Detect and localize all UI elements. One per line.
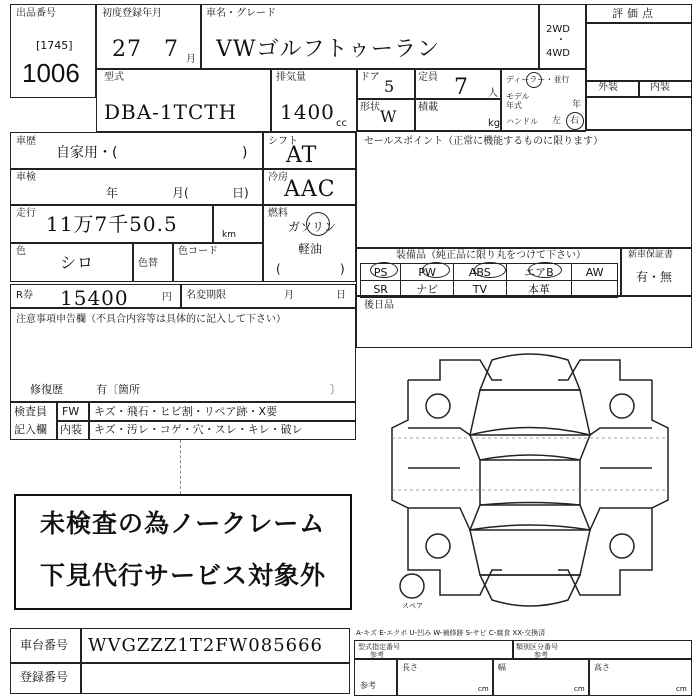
fuel-circle bbox=[306, 212, 330, 236]
dealer-circle bbox=[526, 72, 542, 88]
spare-label: スペア bbox=[402, 602, 423, 610]
legend-pos: 型式指定番号 bbox=[358, 643, 400, 651]
mileage-label: 走行 bbox=[16, 208, 36, 219]
history-value: 自家用・( bbox=[56, 145, 118, 161]
shift-label: シフト bbox=[268, 136, 298, 147]
sales-label: セールスポイント（正常に機能するものに限ります） bbox=[364, 136, 604, 147]
mark-ps bbox=[370, 262, 398, 278]
exterior-label: 外装 bbox=[598, 82, 618, 93]
fuel-paren-close: ) bbox=[340, 262, 345, 276]
equip-warranty: 有・無 bbox=[636, 270, 673, 284]
reg-label: 初度登録年月 bbox=[102, 8, 162, 19]
notes-label: 注意事項申告欄（不具合内容等は具体的に記入して下さい） bbox=[16, 314, 286, 325]
inspection-label: 車検 bbox=[16, 172, 36, 183]
reg-month: 7 bbox=[164, 37, 179, 62]
recycle-value: 15400 bbox=[60, 286, 129, 310]
equip-pw: PW bbox=[401, 264, 454, 281]
fuel-diesel: 軽油 bbox=[298, 242, 323, 256]
spare-wheel bbox=[400, 574, 424, 598]
equip-abs: ABS bbox=[454, 264, 507, 281]
load-unit: kg bbox=[488, 118, 501, 129]
reg-month-unit: 月 bbox=[186, 54, 196, 65]
sales-box bbox=[356, 130, 692, 248]
name-change-day: 日 bbox=[336, 290, 346, 301]
history-label: 車歴 bbox=[16, 136, 36, 147]
wheel-fl bbox=[426, 394, 450, 418]
notice-line2: 下見代行サービス対象外 bbox=[40, 562, 327, 590]
legend-cm2: cm bbox=[574, 685, 585, 693]
history-close: ) bbox=[242, 145, 248, 161]
notice-line1: 未検査の為ノークレーム bbox=[40, 510, 326, 538]
color-value: シロ bbox=[60, 253, 95, 272]
mark-abs bbox=[474, 262, 506, 278]
color-label: 色 bbox=[16, 246, 26, 257]
capacity-label: 定員 bbox=[418, 72, 438, 83]
reg-year: 27 bbox=[112, 37, 142, 62]
wheel-rr bbox=[610, 534, 634, 558]
equip-ps: PS bbox=[361, 264, 401, 281]
car-right-outline bbox=[558, 360, 668, 595]
equip-sr: SR bbox=[361, 281, 401, 298]
dealer-label: ディーラー・並行 bbox=[506, 75, 570, 84]
legend-ref2: 参考 bbox=[534, 651, 548, 659]
car-trunk bbox=[470, 530, 590, 575]
door-value: 5 bbox=[384, 77, 396, 96]
inspection-year: 年 bbox=[106, 186, 119, 200]
car-right-doors bbox=[590, 428, 652, 530]
repair-value: 有〔箇所 bbox=[96, 383, 140, 396]
inspector-int-text: キズ・汚レ・コゲ・穴・スレ・キレ・破レ bbox=[94, 423, 303, 436]
inspection-day: 日) bbox=[232, 186, 249, 200]
capacity-unit: 人 bbox=[488, 88, 498, 99]
inspector-fw-text: キズ・飛石・ヒビ割・リペア跡・X要 bbox=[94, 405, 278, 418]
inspection-month: 月( bbox=[172, 186, 189, 200]
equip-tv: TV bbox=[454, 281, 507, 298]
aircon-value: AAC bbox=[284, 177, 336, 202]
rear-box bbox=[356, 296, 692, 348]
name-change-label: 名変期限 bbox=[186, 290, 226, 301]
legend-height: 高さ bbox=[594, 663, 610, 672]
fuel-paren-open: ( bbox=[276, 262, 281, 276]
cc-unit: cc bbox=[336, 118, 347, 129]
equip-new-label: 新車保証書 bbox=[628, 250, 674, 260]
color-change: 色替 bbox=[138, 258, 158, 269]
model-label: 車名・グレード bbox=[206, 8, 276, 19]
car-left-doors bbox=[408, 428, 470, 530]
equip-airbag: エアB bbox=[506, 264, 572, 281]
wheel-rl bbox=[426, 534, 450, 558]
car-roof bbox=[480, 460, 580, 505]
car-left-outline bbox=[392, 360, 502, 595]
capacity-value: 7 bbox=[454, 75, 469, 100]
handle-right-circle bbox=[566, 112, 584, 130]
inspector-fw: FW bbox=[62, 405, 80, 418]
chassis-reg-label: 登録番号 bbox=[20, 670, 69, 684]
handle-label: ハンドル bbox=[506, 117, 538, 126]
legend-ref3: 参考 bbox=[360, 681, 376, 690]
car-body-front bbox=[480, 354, 580, 390]
fuel-gasoline: ガソリン bbox=[288, 220, 337, 234]
legend-ref1: 参考 bbox=[370, 651, 384, 659]
drive-4wd: 4WD bbox=[546, 48, 570, 59]
mark-pw bbox=[422, 262, 450, 278]
lot-number: 1006 bbox=[22, 58, 80, 88]
chassis-value: WVGZZZ1T2FW085666 bbox=[88, 635, 324, 656]
legend-class: 類別区分番号 bbox=[516, 643, 558, 651]
type-label: 型式 bbox=[104, 72, 124, 83]
name-change-month: 月 bbox=[284, 290, 294, 301]
shift-value: AT bbox=[286, 143, 318, 168]
legend-width: 幅 bbox=[498, 663, 506, 672]
equip-leather: 本革 bbox=[506, 281, 572, 298]
inspector-label-2: 記入欄 bbox=[14, 423, 47, 436]
fuel-label: 燃料 bbox=[268, 208, 288, 219]
rear-label: 後日品 bbox=[364, 300, 394, 311]
equip-aw: AW bbox=[572, 264, 618, 281]
lot-sub: [1745] bbox=[36, 39, 73, 52]
equip-label: 装備品（純正品に限り丸をつけて下さい） bbox=[396, 250, 586, 261]
mark-airbag bbox=[528, 262, 562, 278]
car-diagram bbox=[380, 350, 680, 620]
form-value: W bbox=[380, 107, 398, 126]
model-year-label: モデル年式 bbox=[506, 92, 530, 110]
equip-navi: ナビ bbox=[401, 281, 454, 298]
cc-value: 1400 bbox=[280, 100, 335, 124]
wheel-fr bbox=[610, 394, 634, 418]
type-value: DBA-1TCTH bbox=[104, 100, 238, 124]
mileage-value: 11万7千50.5 bbox=[46, 212, 178, 236]
handle-left: 左 bbox=[552, 116, 562, 126]
eval-label: 評価点 bbox=[612, 7, 657, 20]
repair-close: 〕 bbox=[330, 383, 341, 396]
inspector-int: 内装 bbox=[60, 423, 82, 436]
handle-right: 右 bbox=[570, 116, 580, 126]
model-value: VWゴルフトゥーラン bbox=[216, 37, 440, 62]
car-windshield bbox=[470, 428, 590, 461]
legend-cm1: cm bbox=[478, 685, 489, 693]
recycle-label: R券 bbox=[16, 290, 33, 301]
mileage-unit: km bbox=[222, 230, 236, 240]
legend-length: 長さ bbox=[402, 663, 418, 672]
load-label: 積載 bbox=[418, 102, 438, 113]
lot-label: 出品番号 bbox=[16, 8, 56, 19]
car-rear bbox=[480, 575, 580, 606]
recycle-unit: 円 bbox=[162, 292, 172, 303]
cc-label: 排気量 bbox=[276, 72, 306, 83]
aircon-label: 冷房 bbox=[268, 172, 288, 183]
interior-label: 内装 bbox=[650, 82, 670, 93]
car-rear-window bbox=[470, 503, 590, 531]
chassis-label: 車台番号 bbox=[20, 638, 69, 652]
door-label: ドア bbox=[360, 72, 380, 83]
form-label: 形状 bbox=[360, 102, 380, 113]
inspector-label-1: 検査員 bbox=[14, 405, 47, 418]
model-year-unit: 年 bbox=[572, 100, 582, 110]
drive-dot: ・ bbox=[556, 35, 566, 46]
drive-2wd: 2WD bbox=[546, 24, 570, 35]
repair-label: 修復歴 bbox=[30, 383, 63, 396]
legend-text: A-キズ E-エクボ U-凹み W-補修跡 S-サビ C-腐食 XX-交換済 bbox=[356, 629, 546, 637]
legend-cm3: cm bbox=[676, 685, 687, 693]
color-code-label: 色コード bbox=[178, 246, 218, 257]
